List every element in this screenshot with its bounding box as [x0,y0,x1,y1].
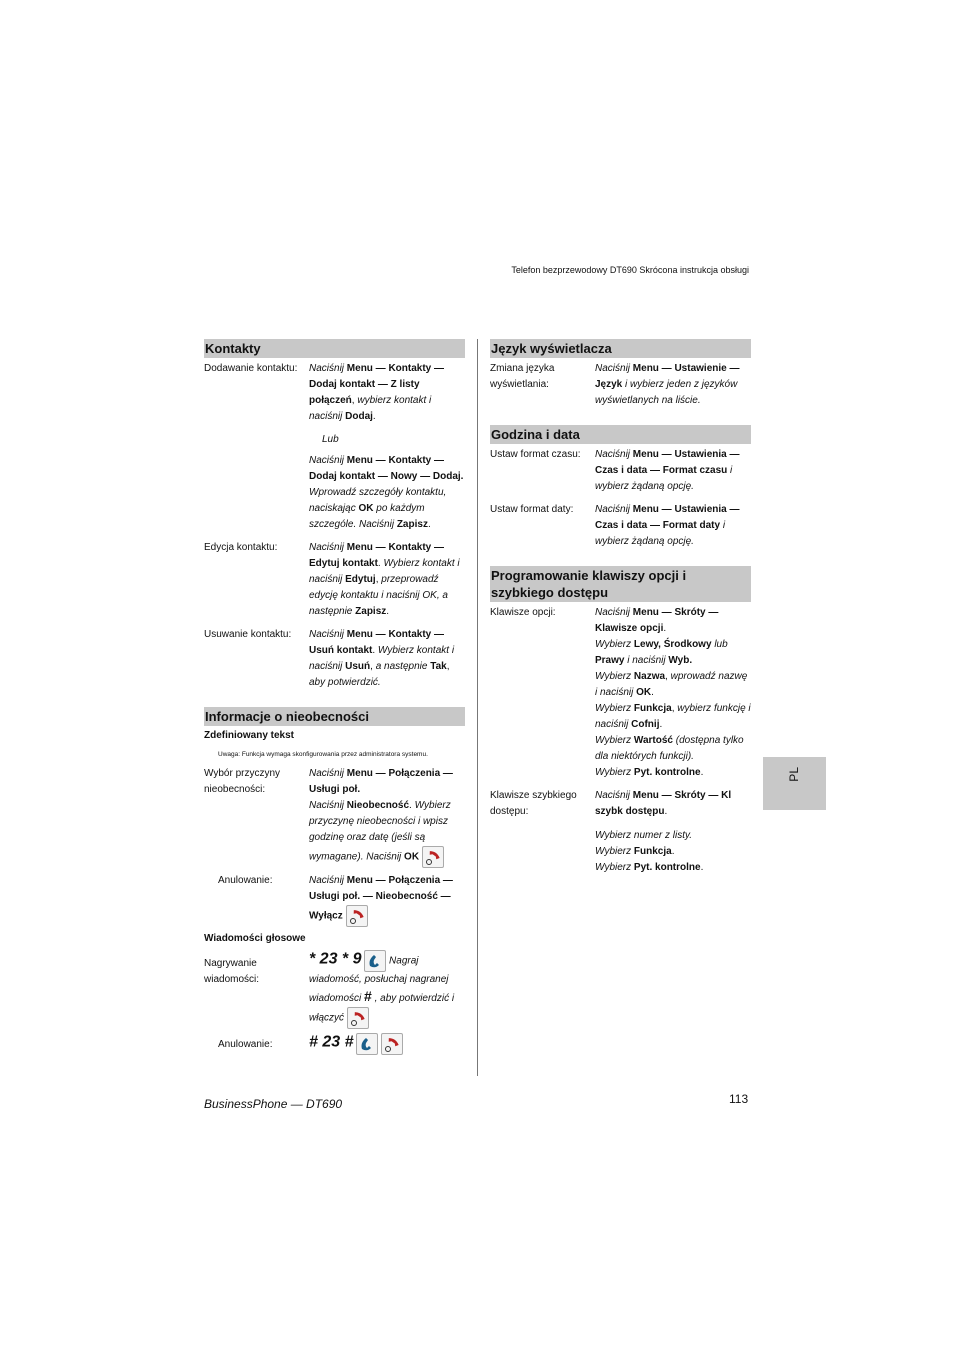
section-heading-absence: Informacje o nieobecności [204,707,465,726]
row-absence-reason [204,766,465,868]
row-cancel-message [204,1033,465,1055]
row-instruction: Naciśnij Menu — Kontakty — Dodaj kontakt — Z listy połączeń, wybierz kontakt i naciśnij Dodaj. Lub Naciśnij Menu — Kontakty — Dodaj kontakt — Nowy — Dodaj. Wprowadź szczegóły kontaktu, naciskając OK po każdym szczególe. Naciśnij Zapisz. [309,363,464,530]
row-label: Usuwanie kontaktu: [204,629,292,640]
lub-text: Lub [322,434,339,445]
row-label: Zmiana języka wyświetlania: [490,363,555,390]
row-instruction: Naciśnij Menu — Ustawienia — Czas i data — Format daty i wybierz żądaną opcję. [595,504,740,547]
row-label: Dodawanie kontaktu: [204,363,298,374]
subheading-predefined-text: Zdefiniowany tekst [204,730,295,741]
row-instruction [309,1033,465,1055]
row-instruction: Naciśnij Menu — Skróty — Kl szybk dostępu. Wybierz numer z listy. Wybierz Funkcja. Wybierz Pyt. kontrolne. [595,790,732,873]
row-instruction: Naciśnij Menu — Połączenia — Usługi poł. — Nieobecność — Wyłącz [309,873,465,927]
row-label: Edycja kontaktu: [204,542,278,553]
row-label: Klawisze szybkiego dostępu: [490,790,577,817]
row-label: Anulowanie: [218,1039,273,1050]
row-record-message [204,950,465,1029]
note-admin: Uwaga: Funkcja wymaga skonfigurowania przez administratora systemu. [218,751,428,758]
row-instruction: Naciśnij Menu — Kontakty — Usuń kontakt. Wybierz kontakt i naciśnij Usuń, a następnie Tak, aby potwierdzić. [309,629,455,688]
end-call-icon [381,1033,403,1055]
row-instruction: Naciśnij Menu — Skróty — Klawisze opcji. Wybierz Lewy, Środkowy lub Prawy i naciśnij Wyb. Wybierz Nazwa, wprowadź nazwę i naciśnij OK. Wybierz Funkcja, wybierz funkcję i naciśnij Cofnij. Wybierz Wartość (dostępna tylko dla niektórych funkcji). Wybierz Pyt. kontrolne. [595,607,751,778]
cancel-code: # 23 # [309,1033,354,1051]
language-tab [763,757,826,810]
row-label: Nagrywanie wiadomości: [204,958,260,985]
record-code: * 23 * 9 [309,950,362,968]
subheading-voicemail: Wiadomości głosowe [204,933,306,944]
row-label: Ustaw format czasu: [490,449,581,460]
right-column [490,339,751,876]
row-instruction: Naciśnij Menu — Ustawienia — Czas i data — Format czasu i wybierz żądaną opcję. [595,449,740,492]
row-add-contact [204,361,465,533]
row-language [490,361,751,409]
row-delete-contact [204,627,465,691]
row-instruction: Naciśnij Menu — Kontakty — Edytuj kontakt. Wybierz kontakt i naciśnij Edytuj, przeprowadź edycję kontaktu i naciśnij OK, a następnie Zapisz. [309,542,460,617]
row-edit-contact [204,540,465,620]
left-column [204,339,465,1055]
row-date-format [490,502,751,550]
row-label: Ustaw format daty: [490,504,574,515]
running-header: Telefon bezprzewodowy DT690 Skrócona instrukcja obsługi [511,265,749,275]
language-tab-label: PL [787,767,801,782]
end-call-icon [347,1007,369,1029]
row-time-format [490,447,751,495]
section-heading-keys: Programowanie klawiszy opcji i szybkiego dostępu [490,566,751,602]
end-call-icon [346,905,368,927]
row-option-keys [490,605,751,781]
row-instruction: Naciśnij Menu — Ustawienie — Język i wybierz jeden z języków wyświetlanych na liście. [595,363,740,406]
call-icon [356,1033,378,1055]
row-label: Wybór przyczyny nieobecności: [204,768,281,795]
row-quick-keys [490,788,751,876]
section-heading-datetime: Godzina i data [490,425,751,444]
row-instruction: Naciśnij Menu — Połączenia — Usługi poł. Naciśnij Nieobecność. Wybierz przyczynę nieobecności i wpisz godzinę oraz datę (jeśli są wymagane). Naciśnij OK [309,766,465,868]
page-number: 113 [729,1092,749,1106]
row-instruction: * 23 * 9 Nagraj wiadomość, posłuchaj nagranej wiadomości # , aby potwierdzić i włączyć [309,950,465,1029]
section-heading-kontakty: Kontakty [204,339,465,358]
row-label: Anulowanie: [218,875,273,886]
call-icon [364,950,386,972]
row-absence-cancel [204,873,465,927]
section-heading-language: Język wyświetlacza [490,339,751,358]
footer-product: BusinessPhone — DT690 [204,1097,343,1111]
row-label: Klawisze opcji: [490,607,556,618]
end-call-icon [422,846,444,868]
column-divider [477,339,478,1076]
